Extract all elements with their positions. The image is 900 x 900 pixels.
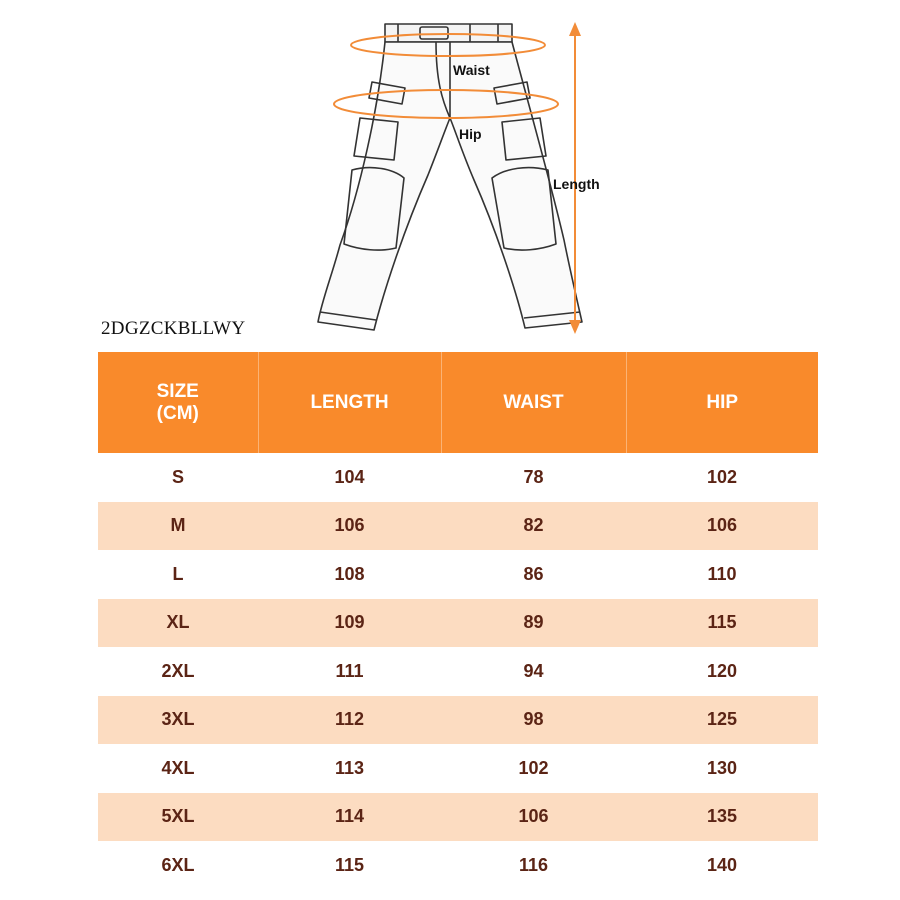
table-row — [98, 744, 818, 793]
cell-waist: 86 — [523, 563, 544, 584]
pants-measurement-diagram — [0, 0, 900, 345]
cell-waist: 98 — [441, 696, 626, 745]
cell-size: S — [171, 466, 184, 487]
cell-hip: 115 — [626, 599, 818, 648]
header-waist: WAIST — [441, 352, 626, 453]
cell-hip: 110 — [707, 563, 737, 584]
cell-waist: 94 — [523, 660, 544, 681]
cell-length: 106 — [258, 502, 441, 551]
cell-length: 115 — [334, 854, 365, 875]
table-row — [98, 647, 818, 696]
cell-size: 2XL — [161, 660, 195, 681]
header-hip: HIP — [626, 352, 818, 453]
table-row — [98, 793, 818, 842]
header-size-label: SIZE — [156, 380, 199, 402]
table-row — [98, 599, 818, 648]
cell-waist: 106 — [441, 793, 626, 842]
cell-hip: 125 — [626, 696, 818, 745]
cell-hip: 140 — [706, 854, 738, 875]
cell-length: 112 — [258, 696, 441, 745]
cell-length: 108 — [334, 563, 365, 584]
size-table-body — [98, 453, 818, 890]
header-size — [98, 352, 258, 453]
cell-size: 3XL — [98, 696, 258, 745]
pants-illustration — [0, 0, 900, 345]
cell-hip: 120 — [706, 660, 738, 681]
cell-hip: 130 — [706, 757, 738, 778]
header-length: LENGTH — [258, 352, 441, 453]
waist-label: Waist — [453, 62, 490, 78]
cell-length: 114 — [258, 793, 441, 842]
table-row — [98, 550, 818, 599]
cell-size: M — [98, 502, 258, 551]
cell-length: 111 — [335, 660, 364, 681]
cell-size: L — [172, 563, 184, 584]
cell-size: 6XL — [161, 854, 195, 875]
cell-waist: 82 — [441, 502, 626, 551]
cell-size: XL — [98, 599, 258, 648]
cell-hip: 102 — [706, 466, 738, 487]
cell-size: 5XL — [98, 793, 258, 842]
cell-hip: 106 — [626, 502, 818, 551]
cell-waist: 102 — [518, 757, 549, 778]
table-row — [98, 841, 818, 890]
cell-hip: 135 — [626, 793, 818, 842]
table-row — [98, 502, 818, 551]
product-code: 2DGZCKBLLWY — [101, 318, 246, 339]
length-label: Length — [553, 176, 600, 192]
cell-waist: 89 — [441, 599, 626, 648]
size-chart-table — [98, 352, 818, 890]
header-size-unit: (CM) — [156, 402, 199, 424]
hip-label: Hip — [459, 126, 482, 142]
table-row — [98, 696, 818, 745]
cell-length: 113 — [334, 757, 365, 778]
table-header-row — [98, 352, 818, 453]
cell-length: 104 — [334, 466, 365, 487]
table-row — [98, 453, 818, 502]
cell-waist: 116 — [518, 854, 549, 875]
cell-size: 4XL — [161, 757, 195, 778]
cell-waist: 78 — [523, 466, 544, 487]
cell-length: 109 — [258, 599, 441, 648]
